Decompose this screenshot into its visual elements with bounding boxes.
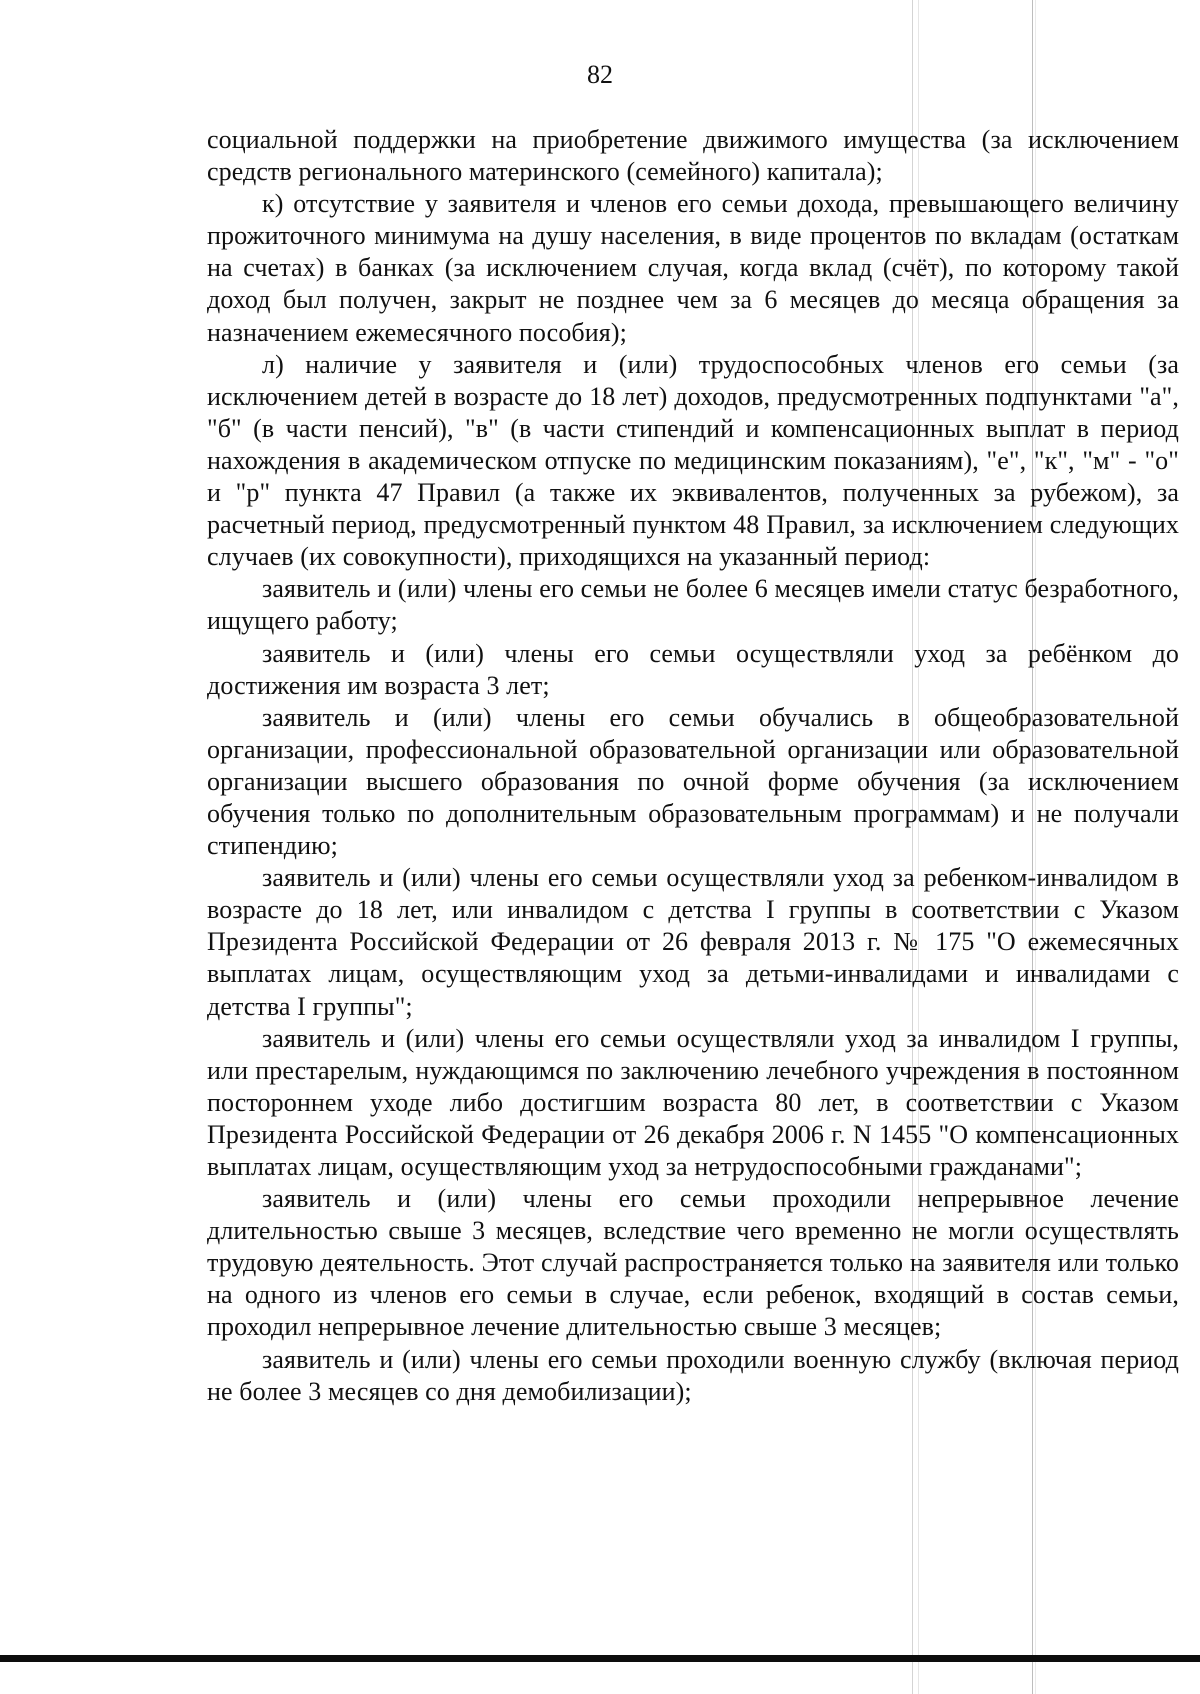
paragraph-exception-unemployed: заявитель и (или) члены его семьи не более 6 месяцев имели статус безработного, ищущего работу; — [207, 574, 1179, 636]
paragraph-exception-education: заявитель и (или) члены его семьи обучались в общеобразовательной организации, профессиональной образовательной организации или образовательной организации высшего образования по очной форме обучения (за исключением обучения только по дополнительным образовательным программам) и не получали стипендию; — [207, 702, 1179, 861]
paragraph-exception-childcare: заявитель и (или) члены его семьи осуществляли уход за ребёнком до достижения им возраста 3 лет; — [207, 638, 1179, 700]
paragraph-item-l: л) наличие у заявителя и (или) трудоспособных членов его семьи (за исключением детей в возрасте до 18 лет) доходов, предусмотренных подпунктами "а", "б" (в части пенсий), "в" (в части стипендий и компенсационных выплат в период нахождения в академическом отпуске по медицинским показаниям), "е", "к", "м" - "о" и "р" пункта 47 Правил (а также их эквивалентов, полученных за рубежом), за расчетный период, предусмотренный пунктом 48 Правил, за исключением следующих случаев (их совокупности), приходящихся на указанный период: — [207, 349, 1179, 572]
paragraph-exception-disabled-care: заявитель и (или) члены его семьи осуществляли уход за инвалидом I группы, или престарелым, нуждающимся по заключению лечебного учреждения в постоянном постороннем уходе либо достигшим возраста 80 лет, в соответствии с Указом Президента Российской Федерации от 26 декабря 2006 г. N 1455 "О компенсационных выплатах лицам, осуществляющим уход за нетрудоспособными гражданами"; — [207, 1023, 1179, 1181]
document-body — [207, 124, 1179, 1408]
paragraph-exception-military: заявитель и (или) члены его семьи проходили военную службу (включая период не более 3 месяцев со дня демобилизации); — [207, 1344, 1179, 1406]
paragraph-exception-treatment: заявитель и (или) члены его семьи проходили непрерывное лечение длительностью свыше 3 месяцев, вследствие чего временно не могли осуществлять трудовую деятельность. Этот случай распространяется только на заявителя или только на одного из членов его семьи в случае, если ребенок, входящий в состав семьи, проходил непрерывное лечение длительностью свыше 3 месяцев; — [207, 1184, 1179, 1342]
paragraph-exception-disabled-child-care: заявитель и (или) члены его семьи осуществляли уход за ребенком-инвалидом в возрасте до 18 лет, или инвалидом с детства I группы в соответствии с Указом Президента Российской Федерации от 26 февраля 2013 г. № 175 "О ежемесячных выплатах лицам, осуществляющим уход за детьми-инвалидами и инвалидами с детства I группы"; — [207, 863, 1179, 1021]
paragraph-item-k: к) отсутствие у заявителя и членов его семьи дохода, превышающего величину прожиточного минимума на душу населения, в виде процентов по вкладам (остаткам на счетах) в банках (за исключением случая, когда вклад (счёт), по которому такой доход был получен, закрыт не позднее чем за 6 месяцев до месяца обращения за назначением ежемесячного пособия); — [207, 189, 1179, 347]
paragraph-continuation: социальной поддержки на приобретение движимого имущества (за исключением средств регионального материнского (семейного) капитала); — [207, 125, 1179, 187]
page-number: 82 — [587, 60, 613, 89]
page-bottom-border — [0, 1655, 1200, 1662]
